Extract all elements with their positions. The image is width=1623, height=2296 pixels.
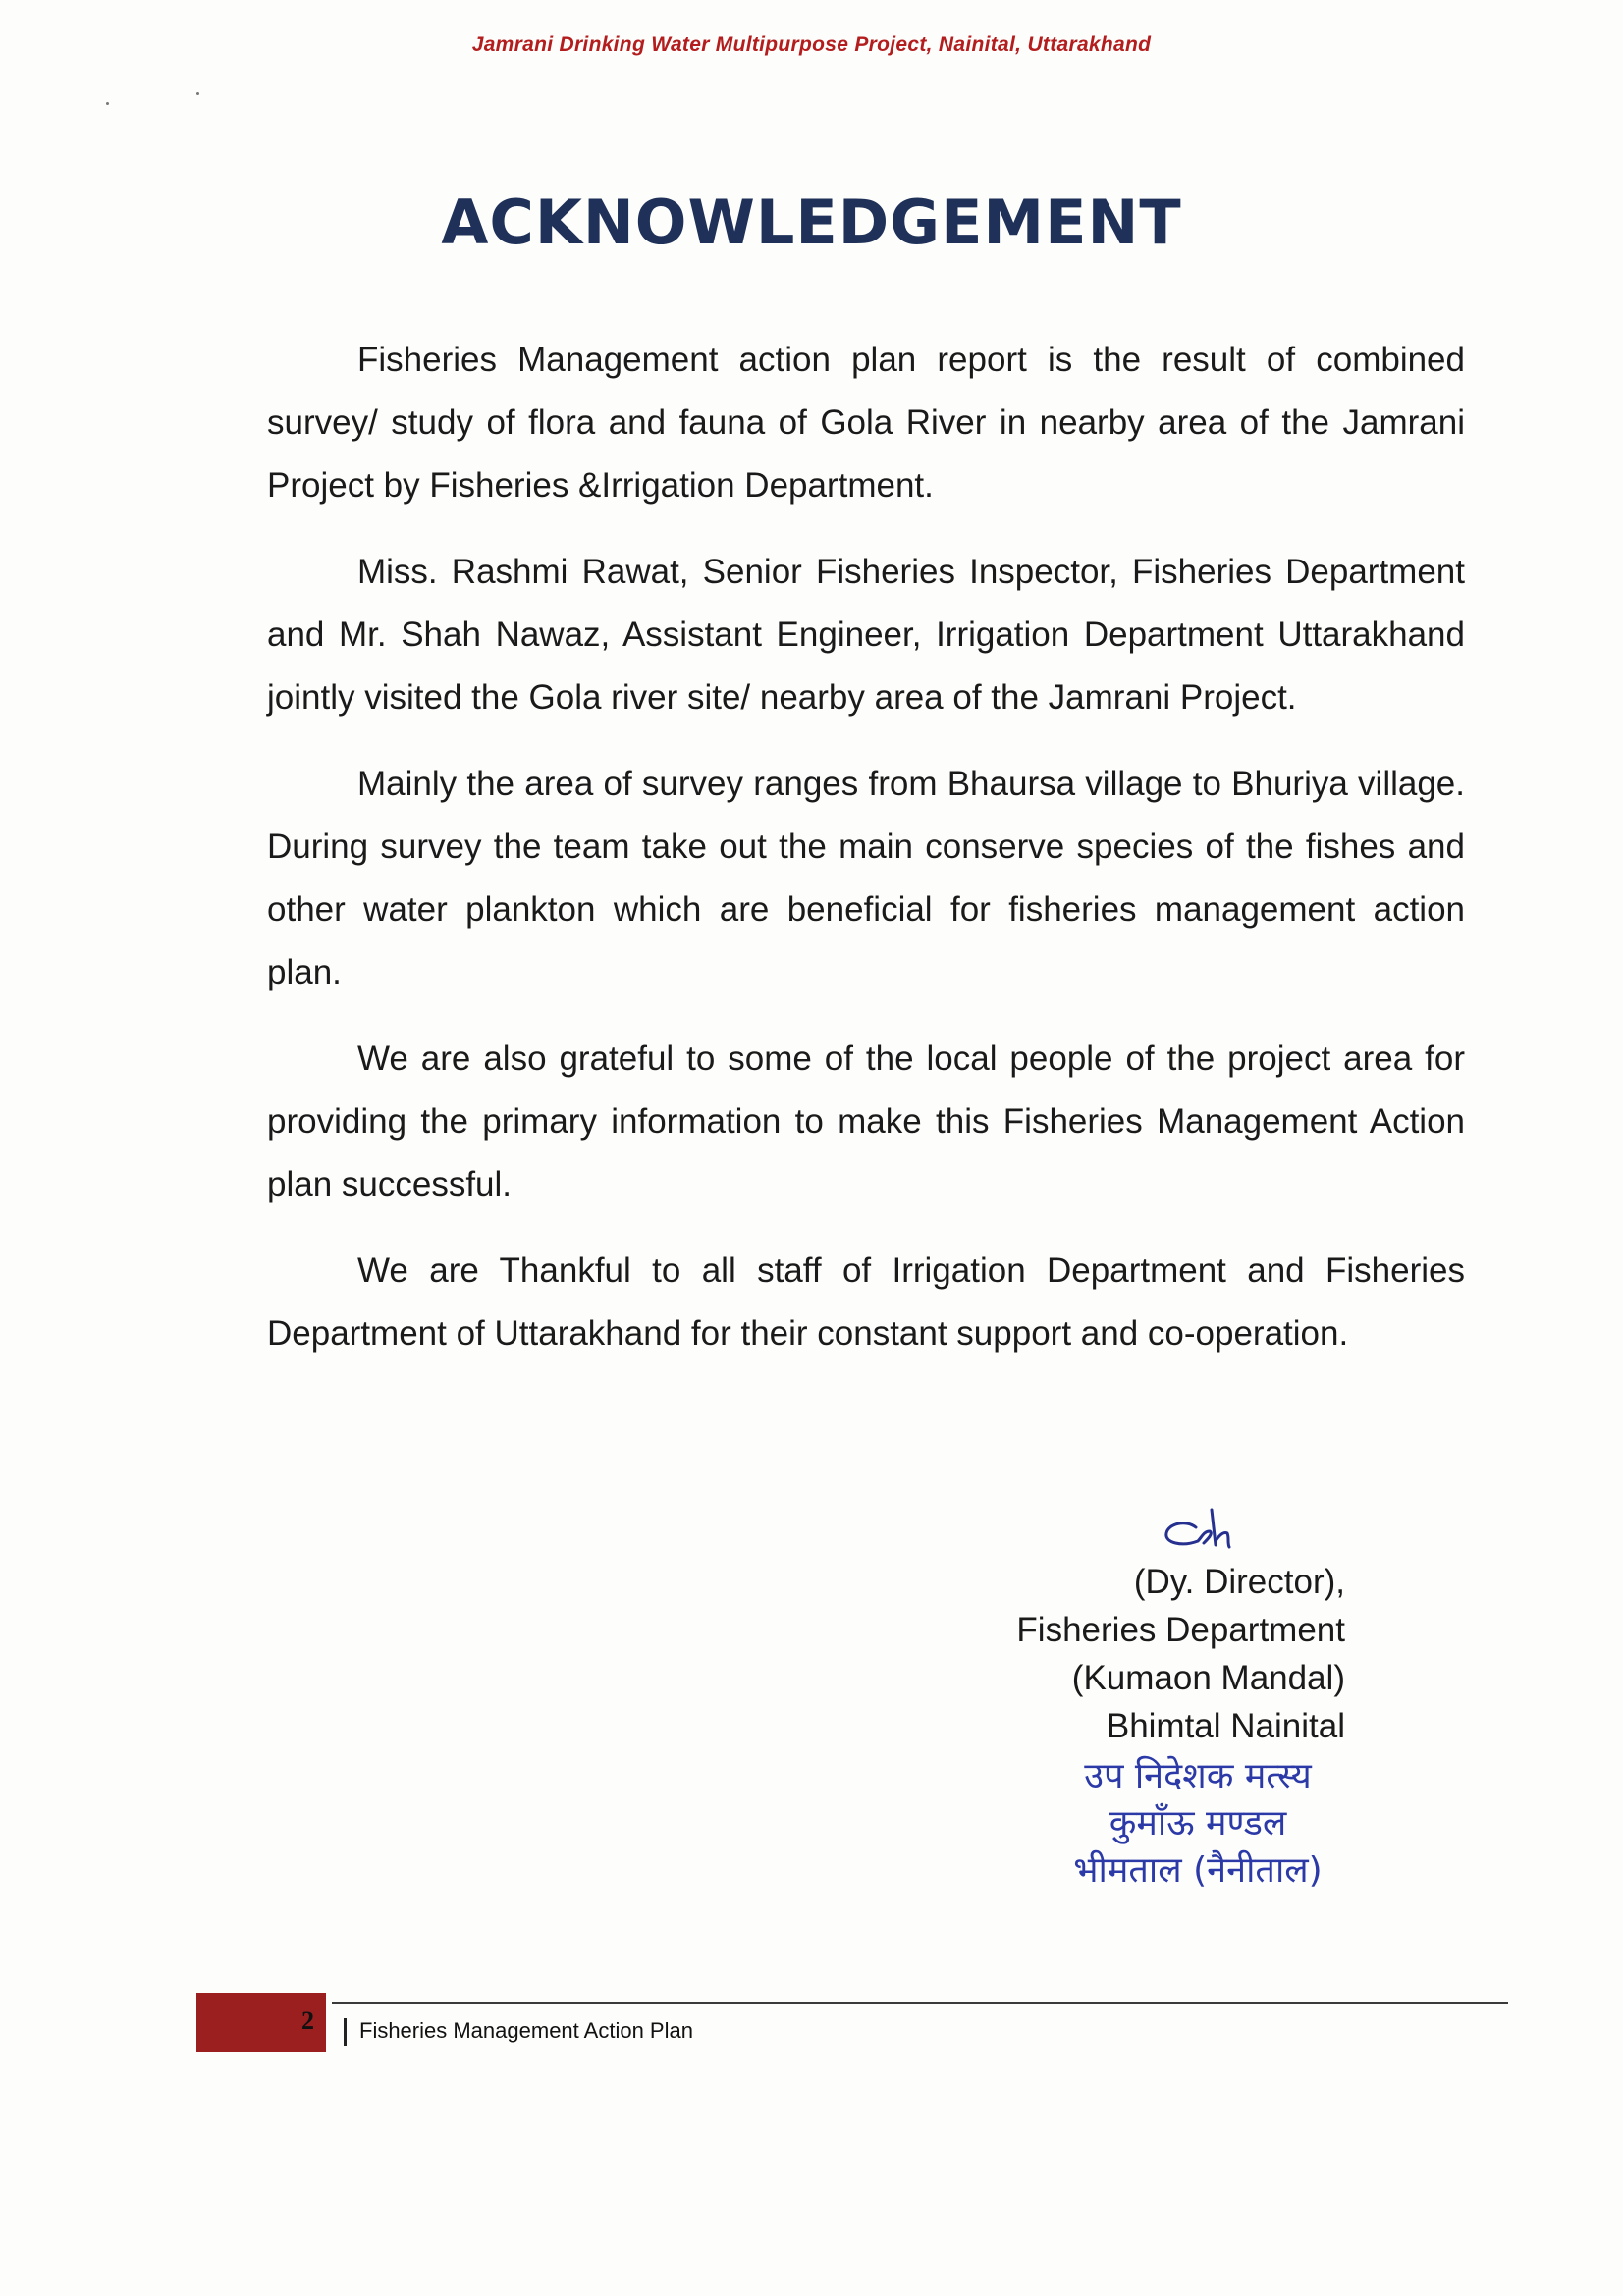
page-title: ACKNOWLEDGEMENT [441,187,1182,258]
paragraph-1: Fisheries Management action plan report is the result of combined survey/ study of flora and fauna of Gola River in nearby area of the Jamrani Project by Fisheries &Irrigation Department. [267,341,1465,505]
signatory-department: Fisheries Department [1016,1611,1345,1649]
scan-speck [196,92,199,95]
paragraph-3: Mainly the area of survey ranges from Bhaursa village to Bhuriya village. During survey the team take out the main conserve species of the fishes and other water plankton which are beneficial for fisheries management action plan. [267,765,1465,991]
stamp-line-1: उप निदेशक मत्स्य [1084,1756,1312,1796]
running-header: Jamrani Drinking Water Multipurpose Project, Nainital, Uttarakhand [471,33,1152,56]
signature-icon [1159,1502,1276,1561]
scan-speck [106,102,109,105]
footer-doc-title: Fisheries Management Action Plan [359,2018,693,2043]
paragraph-4: We are also grateful to some of the local people of the project area for providing the primary information to make this Fisheries Management Action plan successful. [267,1040,1465,1203]
footer-separator [344,2018,347,2046]
stamp-line-3: भीमताल (नैनीताल) [1073,1850,1323,1891]
official-stamp [1021,1753,1375,1895]
paragraph-5: We are Thankful to all staff of Irrigation Department and Fisheries Department of Uttarakhand for their constant support and co-operation. [267,1252,1465,1353]
stamp-line-2: कुमाँऊ मण्डल [1109,1803,1287,1843]
handwritten-signature [1159,1502,1276,1561]
signatory-designation: (Dy. Director), [1133,1563,1345,1601]
signatory-block [884,1558,1345,1750]
acknowledgement-body [267,329,1465,1389]
page-number-box [196,1993,326,2052]
paragraph-2: Miss. Rashmi Rawat, Senior Fisheries Inspector, Fisheries Department and Mr. Shah Nawaz, Assistant Engineer, Irrigation Department Uttarakhand jointly visited the Gola river site/ nearby area of the Jamrani Project. [267,553,1465,717]
signatory-division: (Kumaon Mandal) [1071,1659,1345,1697]
signatory-location: Bhimtal Nainital [1106,1707,1345,1745]
page-number: 2 [301,2006,314,2035]
footer-rule [332,2002,1508,2004]
